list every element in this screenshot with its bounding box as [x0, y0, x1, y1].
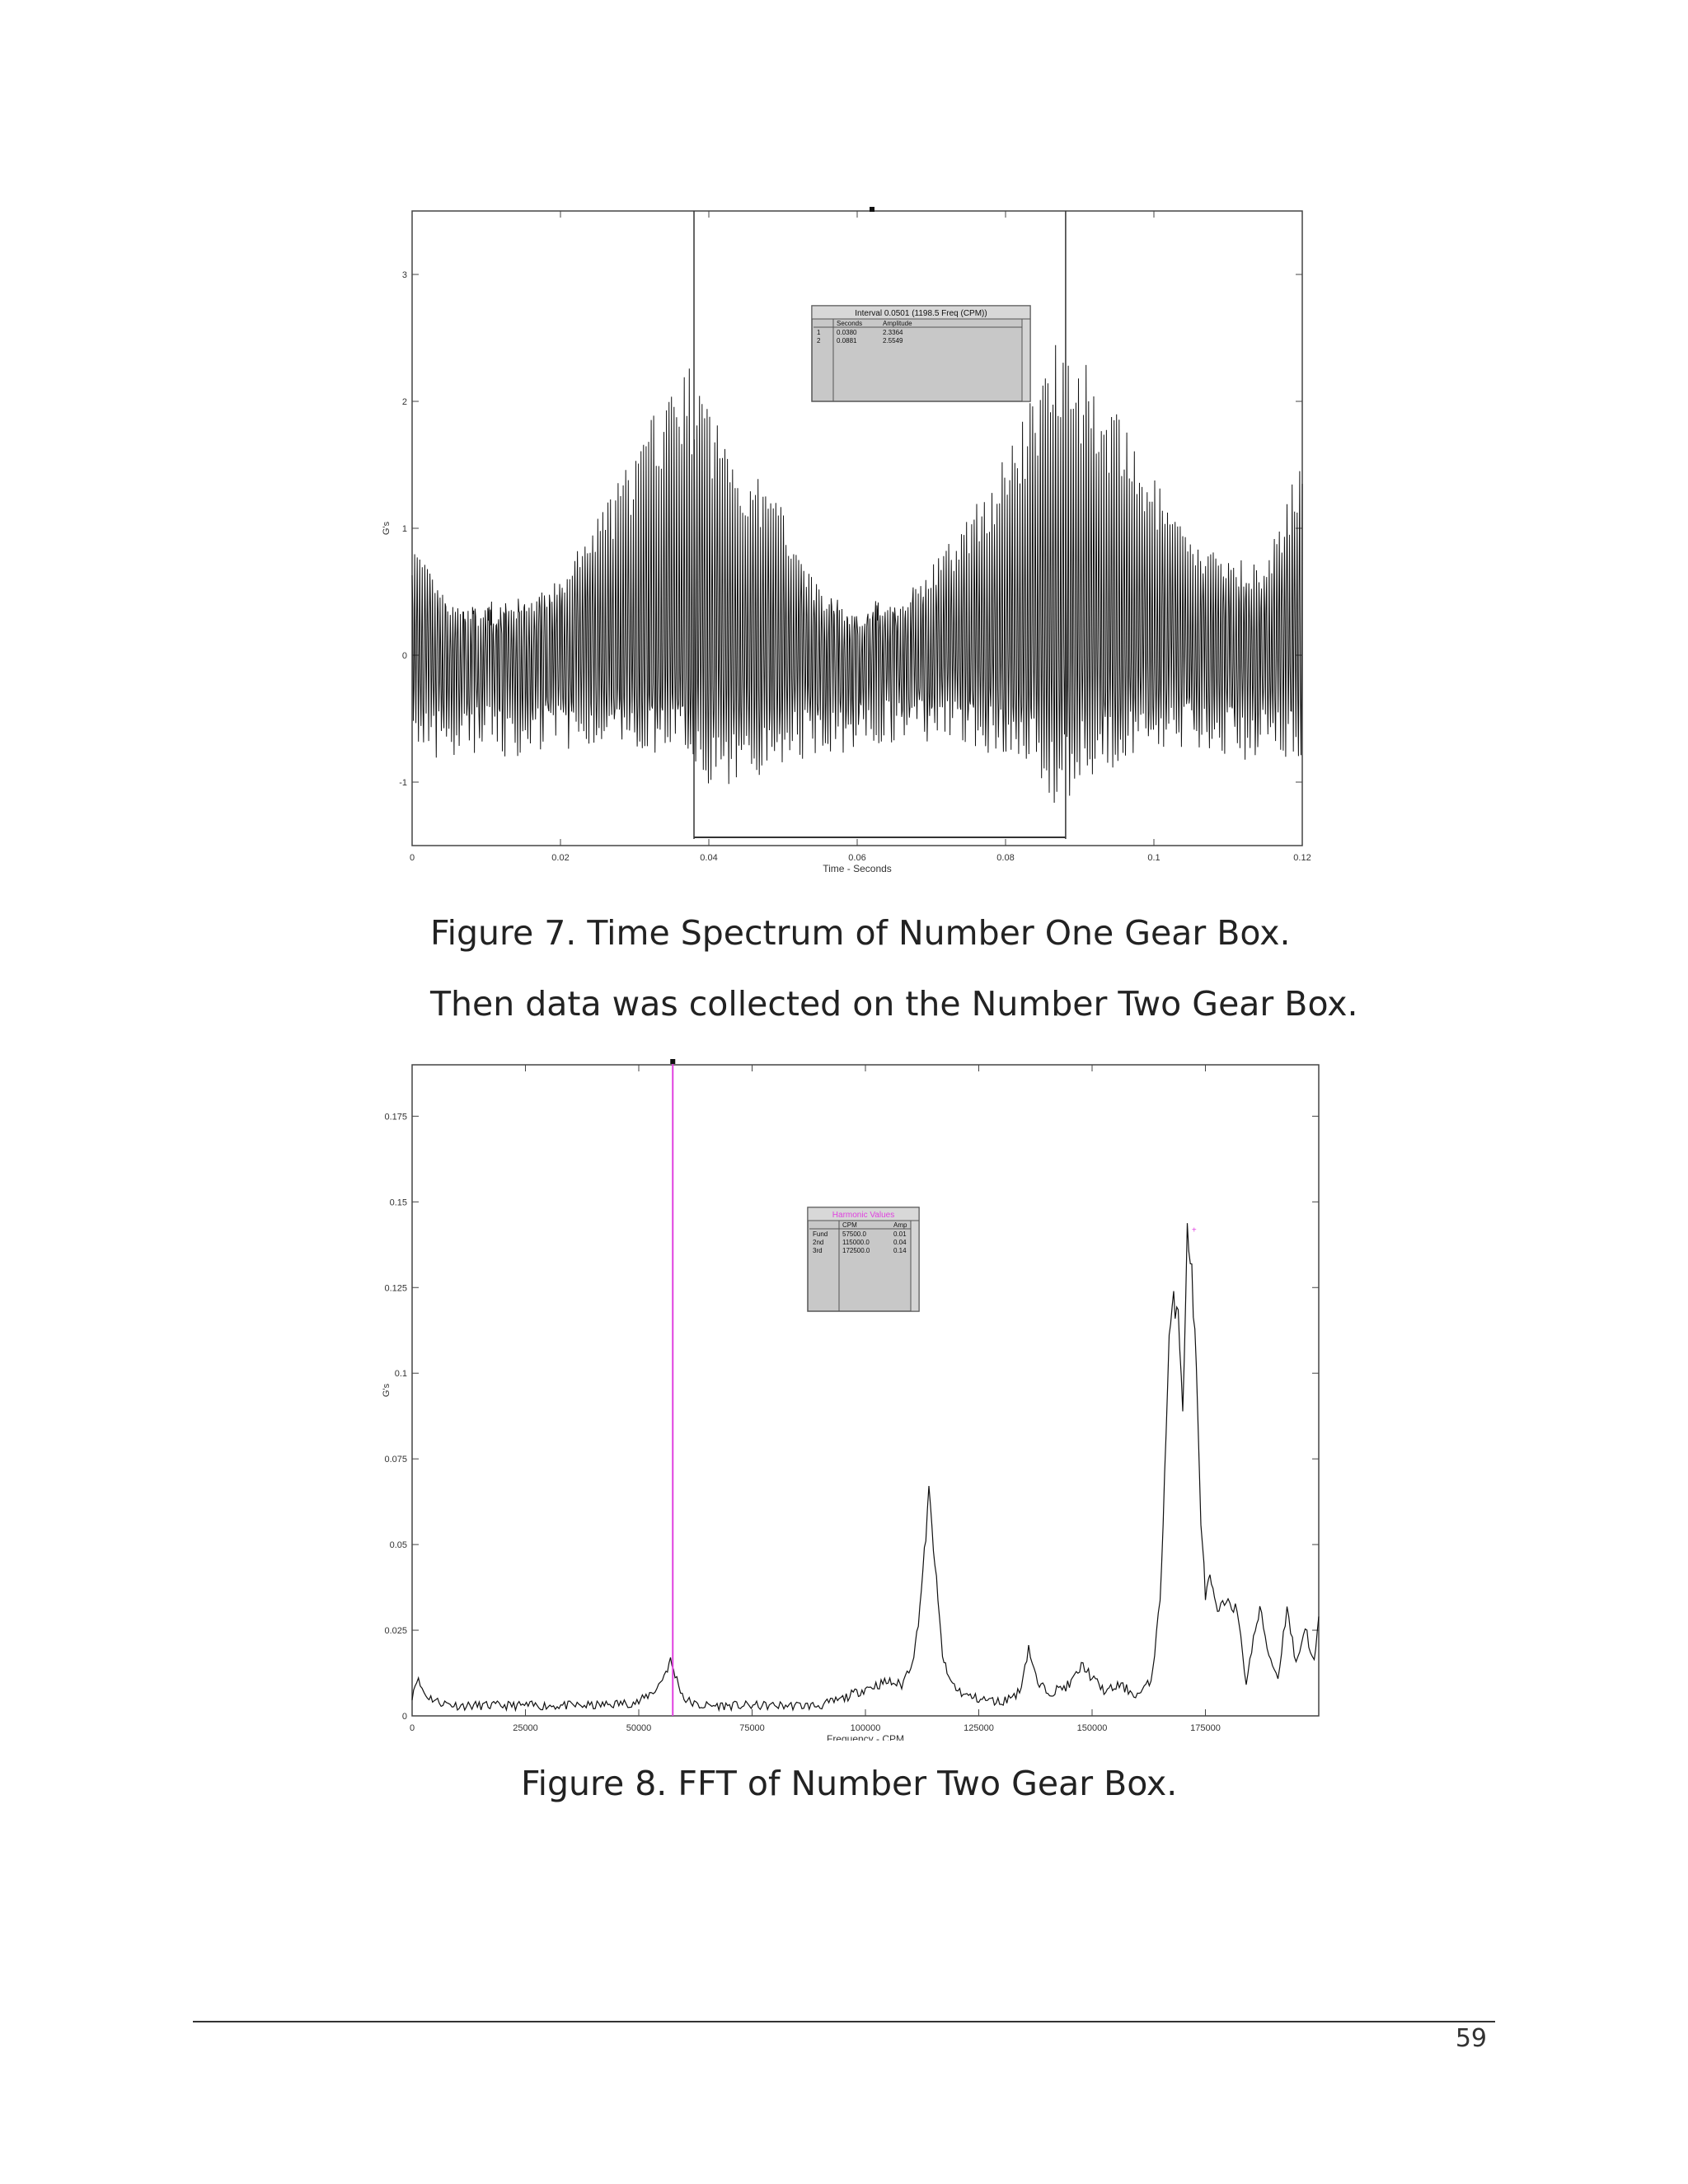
fig7-y-tick-label: 3 [401, 270, 407, 280]
fig8-top-marker [670, 1059, 675, 1064]
figure-7-chart [363, 194, 1335, 887]
fig8-table-header: Amp [893, 1221, 907, 1229]
fig7-y-axis-label: G's [382, 521, 392, 536]
fig7-table-header: Seconds [837, 320, 863, 327]
fig7-waveform-series [412, 345, 1302, 803]
fig8-y-tick-label: 0.05 [389, 1540, 407, 1551]
fig8-table-cell: 0.04 [893, 1239, 907, 1246]
fig8-x-tick-label: 50000 [626, 1723, 652, 1733]
fig7-table-header: Amplitude [883, 320, 912, 327]
fig8-table-cell: Fund [813, 1230, 828, 1238]
fig8-x-tick-label: 75000 [739, 1723, 765, 1733]
fig7-x-tick-label: 0.06 [848, 853, 866, 863]
fig7-table-cell: 0.0380 [837, 329, 857, 336]
fig8-y-tick-label: 0 [401, 1712, 407, 1722]
fig8-table-cell: 57500.0 [842, 1230, 866, 1238]
fig7-y-tick-label: 1 [401, 524, 407, 534]
fig7-x-tick-label: 0.1 [1147, 853, 1160, 863]
fig8-x-tick-label: 175000 [1190, 1723, 1221, 1733]
fig8-y-axis-label: G's [382, 1383, 392, 1398]
fig7-y-tick-label: -1 [399, 778, 407, 788]
fig7-x-tick-label: 0 [409, 853, 415, 863]
body-text: Then data was collected on the Number Two Gear Box. [430, 984, 1358, 1024]
fig8-x-tick-label: 25000 [513, 1723, 538, 1733]
figure-7-caption: Figure 7. Time Spectrum of Number One Gear Box. [430, 913, 1291, 953]
fig8-y-tick-label: 0.075 [384, 1455, 407, 1465]
fig8-table-cell: 115000.0 [842, 1239, 870, 1246]
fig8-x-tick-label: 0 [409, 1723, 415, 1733]
fig7-table-cell: 0.0881 [837, 337, 857, 344]
fig7-x-tick-label: 0.04 [700, 853, 718, 863]
fig8-y-tick-label: 0.125 [384, 1283, 407, 1294]
fig8-table-scrollbar [911, 1221, 919, 1311]
fig7-table-cell: 2.5549 [883, 337, 903, 344]
fig7-table-scrollbar [1022, 319, 1030, 401]
fig7-x-tick-label: 0.08 [996, 853, 1015, 863]
figure-8-fft [346, 1040, 1335, 1741]
fig7-x-axis-label: Time - Seconds [823, 863, 892, 874]
figure-7-time-spectrum [363, 194, 1335, 887]
fig8-table-cell: 0.01 [893, 1230, 907, 1238]
fig8-table-title: Harmonic Values [832, 1211, 895, 1220]
fig7-y-tick-label: 2 [401, 397, 407, 407]
fig7-table-cell: 2 [817, 337, 821, 344]
fig8-y-tick-label: 0.025 [384, 1626, 407, 1637]
fig7-table-title: Interval 0.0501 (1198.5 Freq (CPM)) [855, 309, 987, 318]
figure-8-caption: Figure 8. FFT of Number Two Gear Box. [521, 1764, 1178, 1803]
footer-rule [193, 2021, 1495, 2022]
fig7-x-tick-label: 0.02 [551, 853, 570, 863]
fig8-table-cell: 2nd [813, 1239, 824, 1246]
fig8-y-tick-label: 0.15 [389, 1197, 407, 1208]
fig8-y-tick-label: 0.175 [384, 1112, 407, 1122]
page-number: 59 [1455, 2024, 1487, 2053]
fig8-x-tick-label: 100000 [850, 1723, 881, 1733]
fig8-table-cell: 0.14 [893, 1247, 907, 1254]
fig7-y-tick-label: 0 [401, 651, 407, 661]
fig8-table-cell: 172500.0 [842, 1247, 870, 1254]
fig8-plot-frame [412, 1065, 1319, 1716]
fig7-table-cell: 1 [817, 329, 821, 336]
fig8-y-tick-label: 0.1 [394, 1369, 407, 1380]
fig7-x-tick-label: 0.12 [1293, 853, 1311, 863]
fig8-table-cell: 3rd [813, 1247, 823, 1254]
fig8-x-axis-label: Frequency - CPM [826, 1733, 905, 1741]
fig8-x-tick-label: 125000 [964, 1723, 994, 1733]
fig7-table-cell: 2.3364 [883, 329, 903, 336]
fig8-harmonic-marker: + [1191, 1226, 1197, 1235]
fig8-table-header: CPM [842, 1221, 857, 1229]
fig7-top-marker [870, 207, 874, 212]
figure-8-chart [346, 1040, 1335, 1741]
fig8-x-tick-label: 150000 [1076, 1723, 1108, 1733]
